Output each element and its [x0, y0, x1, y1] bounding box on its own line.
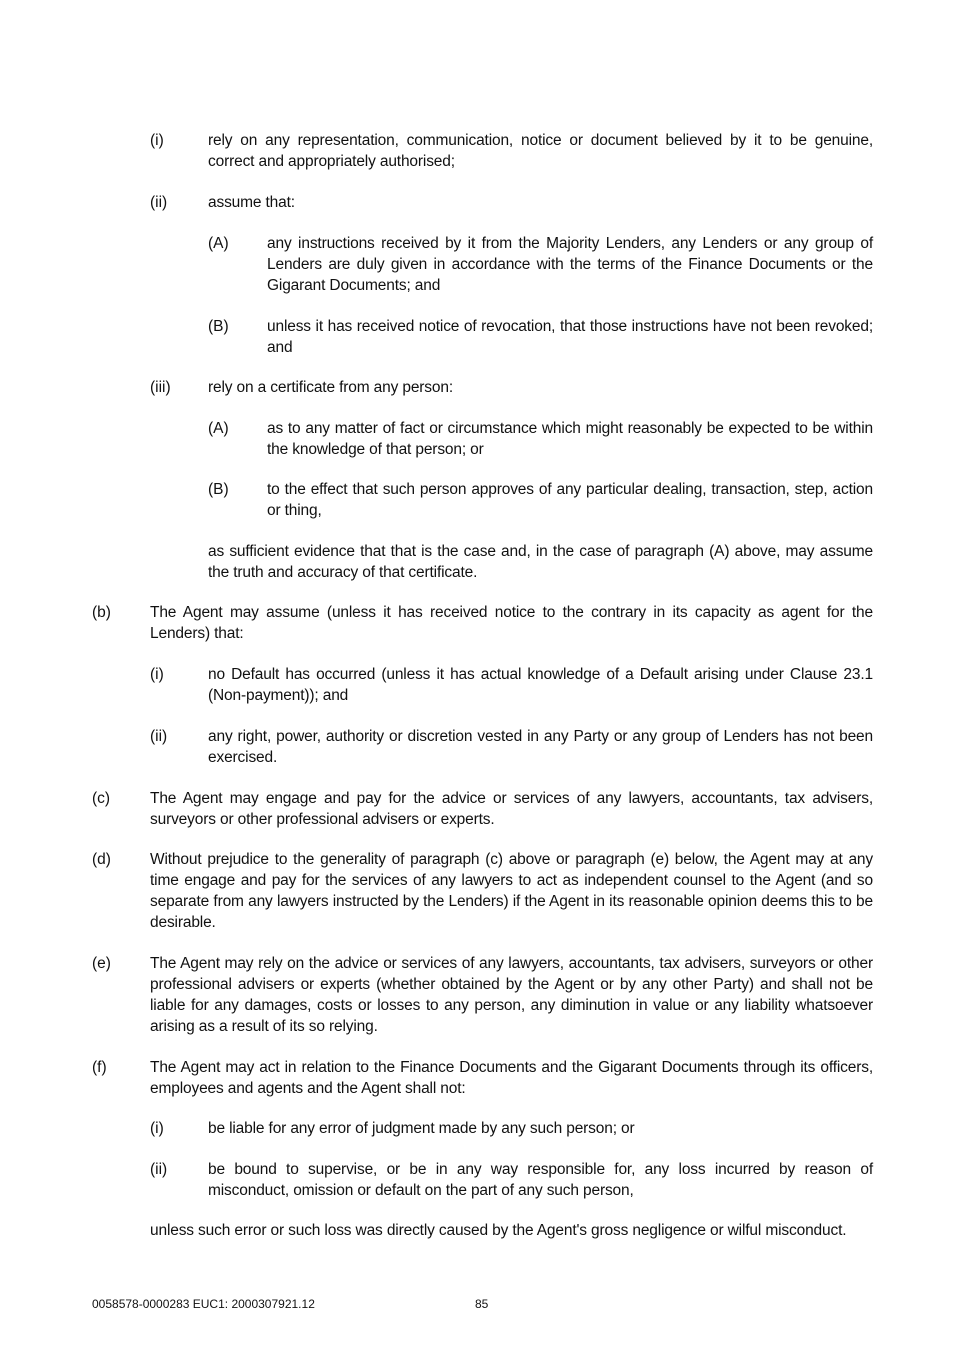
- clause-continuation: as sufficient evidence that that is the case and, in the case of paragraph (A) above, may assume the truth and accuracy of that certificate.: [208, 543, 873, 581]
- clause-label: (A): [208, 235, 229, 252]
- clause-label: (f): [92, 1059, 107, 1076]
- clause-label: (A): [208, 420, 229, 437]
- clause-text: to the effect that such person approves of any particular dealing, transaction, step, action or thing,: [267, 481, 873, 519]
- clause-label: (B): [208, 481, 229, 498]
- clause-label: (ii): [150, 1161, 168, 1178]
- clause-label: (b): [92, 604, 111, 621]
- clause-text: be liable for any error of judgment made by any such person; or: [208, 1120, 635, 1137]
- clause-text: rely on a certificate from any person:: [208, 379, 453, 396]
- clause-label: (B): [208, 318, 229, 335]
- clause-continuation: unless such error or such loss was directly caused by the Agent's gross negligence or wilful misconduct.: [150, 1222, 847, 1239]
- clause-text: no Default has occurred (unless it has actual knowledge of a Default arising under Clause 23.1 (Non-payment)); and: [208, 666, 873, 704]
- clause-label: (i): [150, 132, 164, 149]
- clause-text: The Agent may rely on the advice or services of any lawyers, accountants, tax advisers, surveyors or other professional advisers or experts (whether obtained by the Agent or by any other Party) and shall not be liable for any damages, costs or losses to any person, any diminution in value or any liability whatsoever arising as a result of its so relying.: [150, 955, 873, 1035]
- clause-text: as to any matter of fact or circumstance which might reasonably be expected to be within the knowledge of that person; or: [267, 420, 873, 458]
- clause-label: (ii): [150, 728, 168, 745]
- clause-text: any right, power, authority or discretion vested in any Party or any group of Lenders has not been exercised.: [208, 728, 873, 766]
- clause-text: The Agent may act in relation to the Finance Documents and the Gigarant Documents through its officers, employees and agents and the Agent shall not:: [150, 1059, 873, 1097]
- clause-text: The Agent may engage and pay for the advice or services of any lawyers, accountants, tax advisers, surveyors or other professional advisers or experts.: [150, 790, 873, 828]
- clause-text: any instructions received by it from the Majority Lenders, any Lenders or any group of Lenders are duly given in accordance with the terms of the Finance Documents or the Gigarant Documents; and: [267, 235, 873, 294]
- clause-text: be bound to supervise, or be in any way responsible for, any loss incurred by reason of misconduct, omission or default on the part of any such person,: [208, 1161, 873, 1199]
- page-number: 85: [475, 1297, 489, 1311]
- clause-text: assume that:: [208, 194, 295, 211]
- clause-label: (i): [150, 666, 164, 683]
- clause-text: rely on any representation, communication, notice or document believed by it to be genuine, correct and appropriately authorised;: [208, 132, 873, 170]
- clause-text: The Agent may assume (unless it has received notice to the contrary in its capacity as agent for the Lenders) that:: [150, 604, 873, 642]
- clause-text: unless it has received notice of revocation, that those instructions have not been revoked; and: [267, 318, 873, 356]
- clause-label: (d): [92, 851, 111, 868]
- clause-label: (e): [92, 955, 111, 972]
- clause-label: (iii): [150, 379, 171, 396]
- clause-label: (i): [150, 1120, 164, 1137]
- clause-label: (ii): [150, 194, 168, 211]
- footer-doc-reference: 0058578-0000283 EUC1: 2000307921.12: [92, 1297, 315, 1311]
- clause-text: Without prejudice to the generality of paragraph (c) above or paragraph (e) below, the Agent may at any time engage and pay for the services of any lawyers to act as independent counsel to the Agent (and so separate from any lawyers instructed by the Lenders) if the Agent in its reasonable opinion deems this to be desirable.: [150, 851, 873, 931]
- clause-label: (c): [92, 790, 111, 807]
